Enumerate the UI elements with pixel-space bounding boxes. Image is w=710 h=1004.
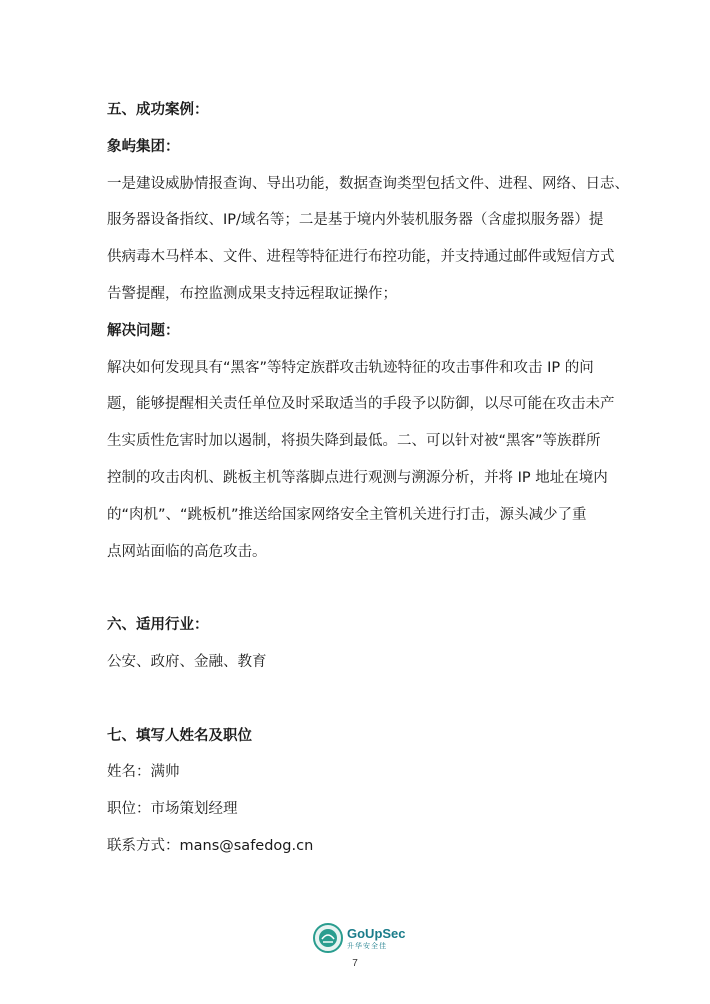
logo-text xyxy=(347,926,406,951)
name-field: 姓名：满帅 xyxy=(107,764,180,781)
contact-field: 联系方式：mans@safedog.cn xyxy=(107,837,314,854)
paragraph-line: 服务器设备指纹、IP/域名等；二是基于境内外装机服务器（含虚拟服务器）提 xyxy=(107,212,604,229)
paragraph-line: 告警提醒，布控监测成果支持远程取证操作； xyxy=(107,285,397,302)
paragraph-line: 点网站面临的高危攻击。 xyxy=(107,543,267,560)
position-field: 职位：市场策划经理 xyxy=(107,801,238,818)
company-name: 象屿集团： xyxy=(107,138,180,155)
footer-logo xyxy=(313,918,406,958)
section-5-heading: 五、成功案例： xyxy=(107,102,209,118)
section-6-heading: 六、适用行业： xyxy=(107,617,209,634)
page-content xyxy=(107,92,629,865)
paragraph-line: 供病毒木马样本、文件、进程等特征进行布控功能，并支持通过邮件或短信方式 xyxy=(107,249,615,266)
solve-problem-heading: 解决问题： xyxy=(107,322,180,339)
section-7-heading: 七、填写人姓名及职位 xyxy=(107,727,252,744)
paragraph-line: 一是建设威胁情报查询、导出功能，数据查询类型包括文件、进程、网络、日志、 xyxy=(107,175,629,192)
brand-subtitle: 升华安全佳 xyxy=(347,941,387,950)
industries-text: 公安、政府、金融、教育 xyxy=(107,653,267,670)
brand-name: GoUpSec xyxy=(347,925,406,941)
paragraph-line: 控制的攻击肉机、跳板主机等落脚点进行观测与溯源分析，并将 IP 地址在境内 xyxy=(107,469,608,486)
paragraph-line: 题，能够提醒相关责任单位及时采取适当的手段予以防御，以尽可能在攻击未产 xyxy=(107,396,615,413)
page-number: 7 xyxy=(352,958,358,969)
goupsec-logo-icon xyxy=(313,923,343,953)
spacer xyxy=(107,570,607,607)
paragraph-line: 的“肉机”、“跳板机”推送给国家网络安全主管机关进行打击，源头减少了重 xyxy=(107,506,587,523)
paragraph-line: 解决如何发现具有“黑客”等特定族群攻击轨迹特征的攻击事件和攻击 IP 的问 xyxy=(107,359,594,376)
spacer xyxy=(107,681,607,718)
paragraph-line: 生实质性危害时加以遏制，将损失降到最低。二、可以针对被“黑客”等族群所 xyxy=(107,433,601,450)
